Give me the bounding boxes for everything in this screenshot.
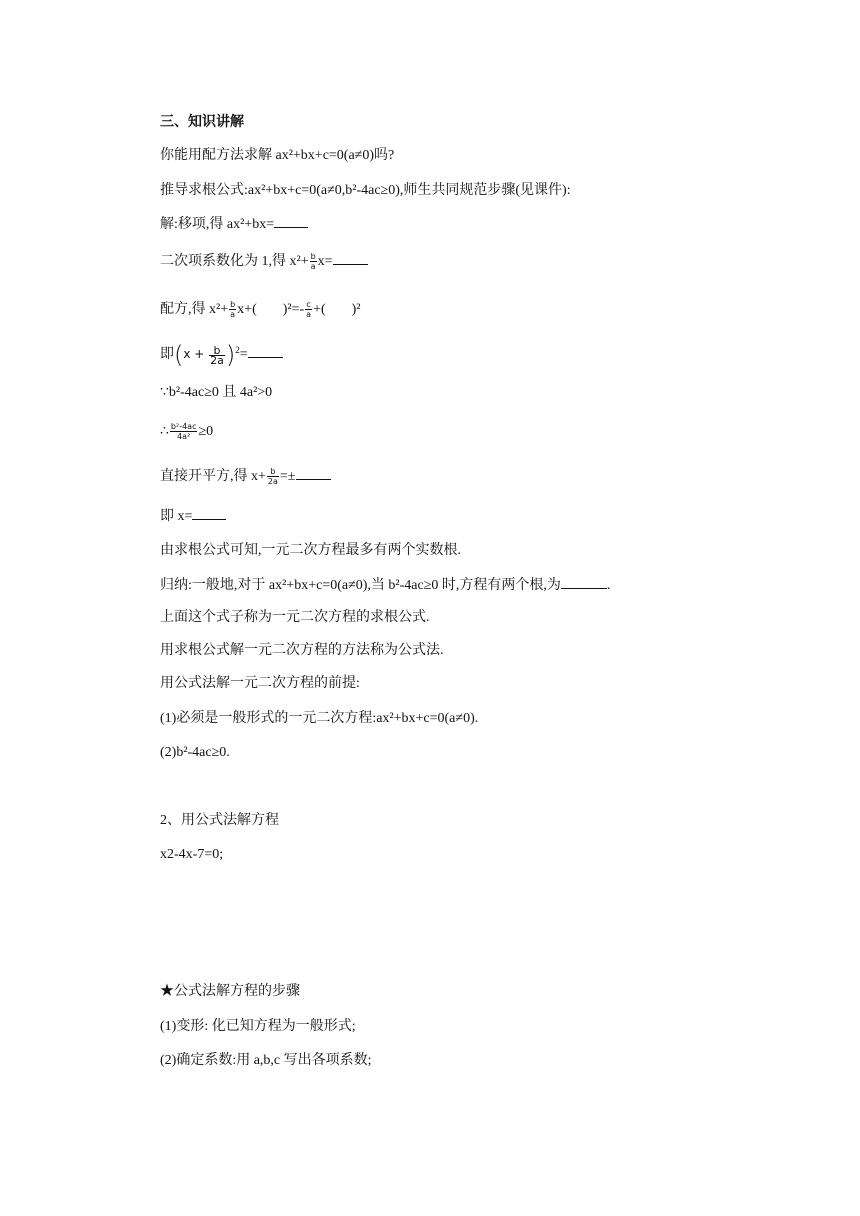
denominator: a [310,262,316,272]
premise-item: (2)b²-4ac≥0. [160,745,230,760]
step-solution [160,507,226,527]
answer-blank [296,467,331,480]
exponent: 2 [235,345,240,356]
step-text: x+( [237,302,257,317]
answer-blank [192,507,226,520]
answer-blank [333,252,368,265]
step-square-root [160,467,331,487]
answer-blank [561,576,607,589]
math-expression: x + [183,347,209,362]
step-text: 即 x= [160,509,193,524]
step-normalize [160,252,368,272]
note-line: 由求根公式可知,一元二次方程最多有两个实数根. [160,543,461,558]
step-text: = [239,347,248,363]
step-text: 归纳:一般地,对于 ax²+bx+c=0(a≠0),当 b²-4ac≥0 时,方程有两个根,为 [160,578,561,593]
denominator: 4a² [177,432,191,442]
fraction-b-over-a [229,300,236,319]
therefore-line [160,422,213,442]
step-text: 即 [160,347,174,363]
step-text: 配方,得 x²+ [160,302,229,317]
fraction-b-over-2a [209,343,225,367]
denominator: 2a [267,477,278,487]
denominator: a [306,310,312,320]
step-move-terms [160,215,308,235]
numerator: b [310,252,316,262]
premise-title: 用公式法解一元二次方程的前提: [160,676,360,691]
equation-line: x2-4x-7=0; [160,847,224,862]
step-text: ≥0 [198,424,214,439]
step-text: )²=- [282,302,305,317]
step-complete-square [160,300,360,320]
numerator: b [209,346,225,356]
answer-blank [274,215,308,228]
note-line: 用求根公式解一元二次方程的方法称为公式法. [160,643,444,658]
steps-title: ★公式法解方程的步骤 [160,984,300,999]
induction-line [160,576,610,596]
numerator: c [306,300,311,310]
section-heading: 三、知识讲解 [160,114,244,130]
step-text: =± [279,469,296,484]
question-line: 你能用配方法求解 ax²+bx+c=0(a≠0)吗? [160,148,395,163]
fraction-discriminant [170,422,198,441]
step-text: 直接开平方,得 x+ [160,469,266,484]
step-text: 二次项系数化为 1,得 x²+ [160,254,309,269]
steps-item: (1)变形: 化已知方程为一般形式; [160,1019,356,1034]
answer-blank [248,345,283,358]
since-line: ∵b²-4ac≥0 且 4a²>0 [160,385,273,400]
section-title: 2、用公式法解方程 [160,813,279,828]
steps-item: (2)确定系数:用 a,b,c 写出各项系数; [160,1053,372,1068]
numerator: b [230,300,236,310]
numerator: b²-4ac [170,422,197,432]
fraction-b-over-a [310,252,317,271]
step-text: . [606,578,611,593]
denominator: a [230,310,236,320]
derivation-intro: 推导求根公式:ax²+bx+c=0(a≠0,b²-4ac≥0),师生共同规范步骤(见课件): [160,183,571,198]
step-text: 解:移项,得 ax²+bx= [160,217,275,232]
note-line: 上面这个式子称为一元二次方程的求根公式. [160,610,430,625]
premise-item: (1)必须是一般形式的一元二次方程:ax²+bx+c=0(a≠0). [160,711,479,726]
therefore-symbol: ∴ [160,424,169,439]
step-text: )² [351,302,361,317]
step-text: x= [317,254,333,269]
denominator: 2a [210,353,224,367]
step-text: +( [313,302,326,317]
fraction-b-over-2a [267,467,279,486]
step-square-form: 即(x + $\frac{b}{2a}$ )$^2$= [160,343,283,367]
numerator: b [267,467,279,477]
fraction-c-over-a [305,300,312,319]
